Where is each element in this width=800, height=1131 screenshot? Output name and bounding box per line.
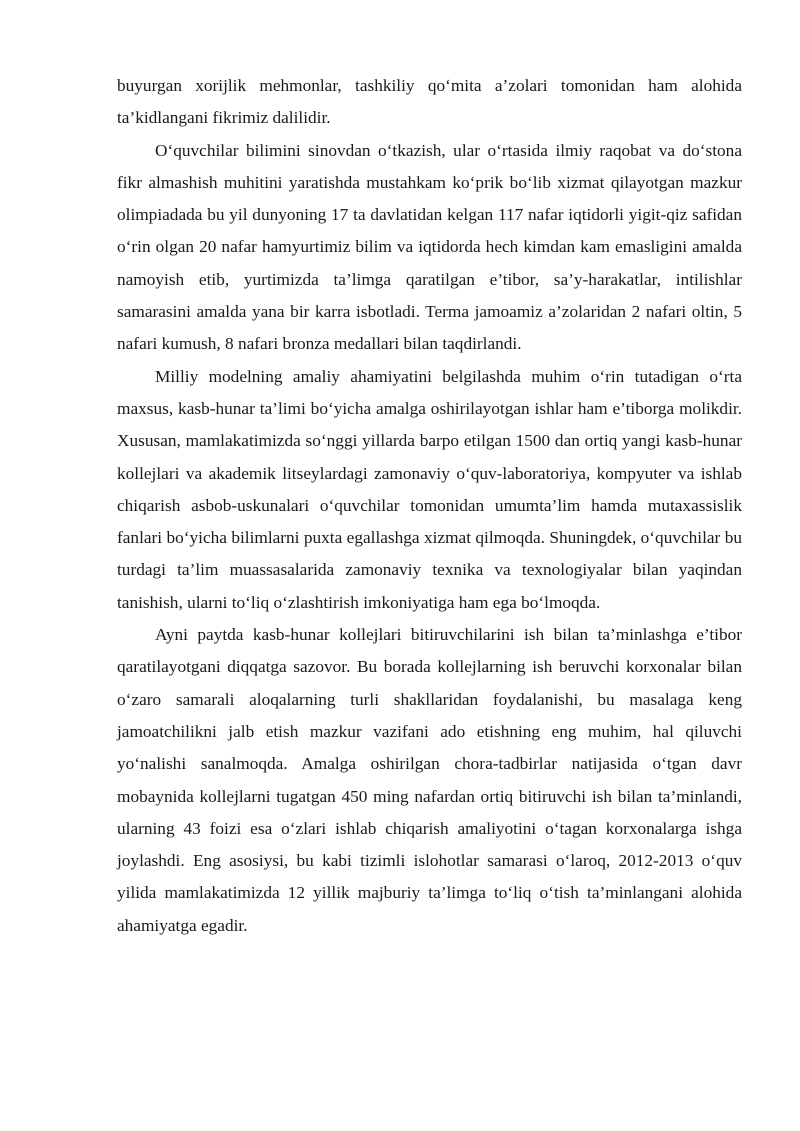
paragraph-vocational-education: Milliy modelning amaliy ahamiyatini belgilashda muhim o‘rin tutadigan o‘rta maxsus, kasb-hunar ta’limi bo‘yicha amalga oshirilayotgan ishlar ham e’tiborga molikdir. Xususan, mamlakatimizda so‘nggi yillarda barpo etilgan 1500 dan ortiq yangi kasb-hunar kollejlari va akademik litseylardagi zamonaviy o‘quv-laboratoriya, kompyuter va ishlab chiqarish asbob-uskunalari o‘quvchilar tomonidan umumta’lim hamda mutaxassislik fanlari bo‘yicha bilimlarni puxta egallashga xizmat qilmoqda. Shuningdek, o‘quvchilar bu turdagi ta’lim muassasalarida zamonaviy texnika va texnologiyalar bilan yaqindan tanishish, ularni to‘liq o‘zlashtirish imkoniyatiga ham ega bo‘lmoqda. — [117, 366, 742, 612]
paragraph-continuation: buyurgan xorijlik mehmonlar, tashkiliy qo‘mita a’zolari tomonidan ham alohida ta’kidlangani fikrimiz dalilidir. — [117, 76, 742, 128]
document-page — [117, 70, 742, 942]
paragraph-employment: Ayni paytda kasb-hunar kollejlari bitiruvchilarini ish bilan ta’minlashga e’tibor qaratilayotgani diqqatga sazovor. Bu borada kollejlarning ish beruvchi korxonalar bilan o‘zaro samarali aloqalarning turli shakllaridan foydalanishi, bu masalaga keng jamoatchilikni jalb etish mazkur vazifani ado etishning eng muhim, hal qiluvchi yo‘nalishi sanalmoqda. Amalga oshirilgan chora-tadbirlar natijasida o‘tgan davr mobaynida kollejlarni tugatgan 450 ming nafardan ortiq bitiruvchi ish bilan ta’minlandi, ularning 43 foizi esa o‘zlari ishlab chiqarish amaliyotini o‘tagan korxonalarga ishga joylashdi. Eng asosiysi, bu kabi tizimli islohotlar samarasi o‘laroq, 2012-2013 o‘quv yilida mamlakatimizda 12 yillik majburiy ta’limga to‘liq o‘tish ta’minlangani alohida ahamiyatga egadir. — [117, 625, 742, 935]
paragraph-olympiad: O‘quvchilar bilimini sinovdan o‘tkazish, ular o‘rtasida ilmiy raqobat va do‘stona fikr almashish muhitini yaratishda mustahkam ko‘prik bo‘lib xizmat qilayotgan mazkur olimpiadada bu yil dunyoning 17 ta davlatidan kelgan 117 nafar iqtidorli yigit-qiz safidan o‘rin olgan 20 nafar hamyurtimiz bilim va iqtidorda hech kimdan kam emasligini amalda namoyish etib, yurtimizda ta’limga qaratilgan e’tibor, sa’y-harakatlar, intilishlar samarasini amalda yana bir karra isbotladi. Terma jamoamiz a’zolaridan 2 nafari oltin, 5 nafari kumush, 8 nafari bronza medallari bilan taqdirlandi. — [117, 140, 742, 354]
